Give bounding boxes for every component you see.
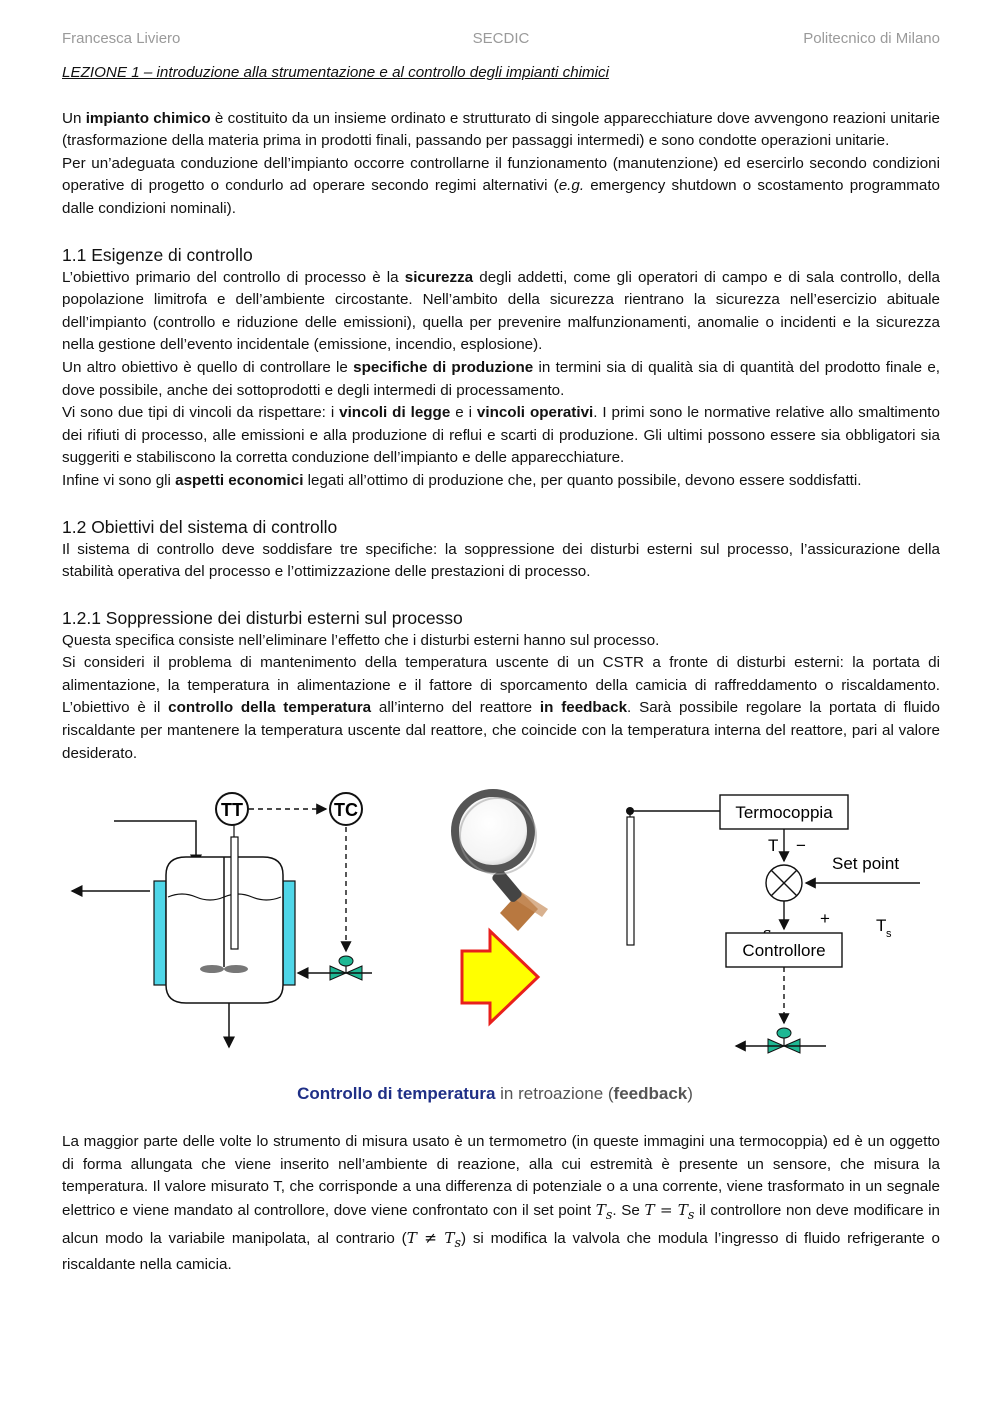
controllore-block [726,933,842,967]
jacket-left [154,881,166,985]
term-impianto-chimico: impianto chimico [85,109,211,127]
figure-caption: Controllo di temperatura in retroazione (feedback) [297,1084,693,1104]
svg-text:Controllore: Controllore [742,941,826,961]
svg-text:TT: TT [221,800,243,821]
section-heading-1-2: 1.2 Obiettivi del sistema di controllo [62,516,338,537]
s11-paragraph-2: Un altro obiettivo è quello di controllare le specifiche di produzione in termini sia di qualità sia di quantità del prodotto finale e, dove possibile, anche dei sottoprodotti e degli intermedi di processamento. [62,358,940,399]
jacket-right [283,881,295,985]
s12-paragraph-1: Il sistema di controllo deve soddisfare tre specifiche: la soppressione dei disturbi esterni sul processo, l’assicurazione della stabilità operativa del processo e l’ottimizzazione delle prestazioni di processo. [62,540,940,581]
figure-diagram [0,771,1000,1081]
s11-paragraph-4: Infine vi sono gli aspetti economici legati all’ottimo di produzione che, per quanto possibile, devono essere soddisfatti. [62,471,862,489]
label-set-point: Set point [832,854,900,874]
svg-text:TC: TC [334,800,358,821]
label-plus: + [820,909,830,929]
tt-instrument [216,793,248,825]
header-course: SECDIC [472,30,530,47]
control-valve-left [330,956,362,980]
label-t: T [768,836,779,856]
intro-paragraph-2: Per un’adeguata conduzione dell’impianto occorre controllarne il funzionamento (manutenzione) ed esercirlo secondo condizioni operative di progetto o condurlo ad operare secondo regimi alternativi (e.g. emergency shutdown o scostamento programmato dalle condizioni nominali). [62,154,941,217]
tc-instrument [330,793,362,825]
s121-paragraph-1: Questa specifica consiste nell’eliminare l’effetto che i disturbi esterni hanno sul processo. [62,631,660,649]
section-heading-1-1: 1.1 Esigenze di controllo [62,244,253,265]
page-header [62,30,940,52]
intro-paragraph-1: Un impianto chimico è costituito da un insieme ordinato e strutturato di singole apparecchiature dove avvengono reazioni unitarie (trasformazione della materia prima in prodotti finali, passando per passaggi intermedi) e sono condotte operazioni unitarie. [62,109,941,150]
s11-paragraph-1: L’obiettivo primario del controllo di processo è la sicurezza degli addetti, come gli operatori di campo e di sala controllo, della popolazione limitrofa e dell’ambiente circostante. Nell’ambito della sicurezza rientrano la sicurezza nell’esercizio abituale dell’impianto (controllo e riduzione delle emissioni), quella per prevenire malfunzionamenti, anomalie o incidenti e la sicurezza nella gestione dell’evento incidentale (emissione, incendio, esplosione). [62,268,940,354]
label-ts: T [876,916,887,936]
document-body [62,62,940,1277]
impeller-blade-right [224,965,248,973]
thermocouple-sensor [626,807,720,945]
final-paragraph: La maggior parte delle volte lo strumento di misura usato è un termometro (in queste immagini una termocoppia) ed è un oggetto di forma allungata che viene inserito nell’ambiente di reazione, alla cui estremità è presente un sensore, che misura la temperatura. Il valore misurato T, che corrisponde a una differenza di potenziale o a una corrente, viene trasformato in un segnale elettrico e viene mandato al controllore, dove viene confrontato con il set point $T_s$. Se $T = T_s$ il controllore non deve modificare in alcun modo la variabile manipolata, al contrario $(T \ne T_s)$ si modifica la valvola che modula l’ingresso di fluido refrigerante o riscaldante nella camicia. [62,1133,940,1274]
impeller-blade-left [200,965,224,973]
cstr-reactor [72,821,295,1047]
label-minus: − [796,836,806,856]
s121-paragraph-2: Si consideri il problema di mantenimento della temperatura uscente di un CSTR a fronte di disturbi esterni: la portata di alimentazione, la temperatura in alimentazione e il fattore di sporcamento della camicia di raffreddamento o riscaldamento. L’obiettivo è il controllo della temperatura all’interno del reattore in feedback. Sarà possibile regolare la portata di fluido riscaldante per mantenere la temperatura uscente dal reattore, che coincide con la temperatura interna del reattore, pari al valore desiderato. [62,654,940,762]
magnifier-icon [455,793,548,931]
label-ts-subscript: s [886,928,892,941]
s11-paragraph-3: Vi sono due tipi di vincoli da rispettare: i vincoli di legge e i vincoli operativi. I primi sono le normative relative allo smaltimento dei rifiuti di processo, alle emissioni e alla produzione di reflui e scarti di produzione. Gli ultimi possono essere sia obbligatori sia suggeriti e stabiliscono la corretta conduzione dell’impianto e delle apparecchiature. [62,404,940,467]
svg-text:Termocoppia: Termocoppia [735,803,833,823]
termocoppia-block [720,795,848,829]
control-valve-right [768,1028,800,1053]
lesson-title: LEZIONE 1 – introduzione alla strumentazione e al controllo degli impianti chimici [62,64,610,81]
section-heading-1-2-1: 1.2.1 Soppressione dei disturbi esterni sul processo [62,607,463,628]
summing-junction [766,865,802,901]
header-university: Politecnico di Milano [803,30,940,47]
thermocouple-probe [231,837,238,949]
feedback-control-figure [0,771,1000,1131]
header-author: Francesca Liviero [62,30,181,47]
transform-arrow [462,931,538,1023]
